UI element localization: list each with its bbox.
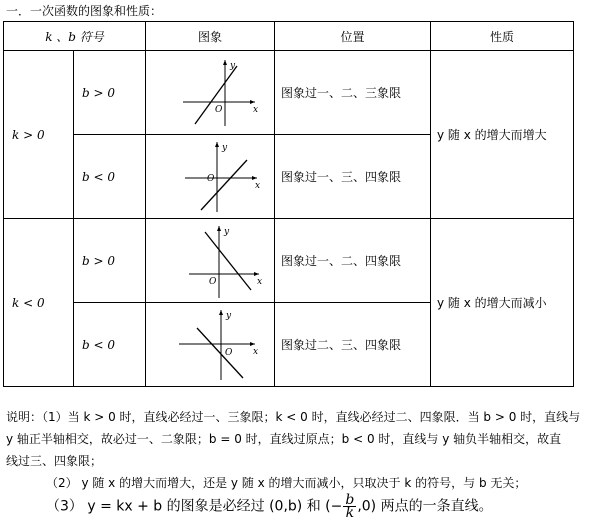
graph-cell (146, 219, 275, 303)
fraction-b-over-k (343, 494, 356, 519)
fraction-numerator: b (345, 492, 355, 508)
position-cell: 图象过二、三、四象限 (275, 303, 431, 387)
notes-section (6, 406, 586, 519)
x-axis-label: x (257, 276, 263, 287)
origin-label: O (209, 276, 217, 287)
graph-k-pos-b-neg (155, 138, 265, 216)
header-position: 位置 (275, 22, 431, 51)
position-cell: 图象过一、二、三象限 (275, 51, 431, 135)
y-axis-label: y (230, 60, 236, 71)
origin-label: O (225, 347, 233, 358)
header-graph: 图象 (146, 22, 275, 51)
header-property: 性质 (431, 22, 574, 51)
graph-cell (146, 135, 275, 219)
note-line-5-end: ,0) 两点的一条直线。 (357, 498, 493, 515)
x-axis-label: x (253, 346, 259, 357)
graph-k-neg-b-neg (155, 306, 265, 384)
note-line-5-start: （3） y = kx + b 的图象是必经过 (0,b) 和 (− (46, 498, 343, 515)
function-properties-table (3, 21, 574, 387)
graph-k-pos-b-pos (155, 54, 265, 132)
note-line-2: y 轴正半轴相交，故必过一、二象限；b = 0 时，直线过原点；b < 0 时，直线与 y 轴负半轴相交，故直 (6, 432, 562, 446)
note-line-5 (6, 494, 586, 519)
header-signs: k 、b 符号 (4, 22, 146, 51)
origin-label: O (215, 104, 223, 115)
graph-cell (146, 51, 275, 135)
graph-k-neg-b-pos (155, 222, 265, 300)
position-cell: 图象过一、二、四象限 (275, 219, 431, 303)
note-line-1: 说明：（1）当 k > 0 时，直线必经过一、三象限；k < 0 时，直线必经过二、四象限．当 b > 0 时，直线与 (6, 410, 581, 424)
y-axis-label: y (224, 226, 230, 237)
origin-label: O (207, 173, 215, 184)
y-axis-label: y (226, 310, 232, 321)
section-title: 一．一次函数的图象和性质： (6, 4, 163, 18)
graph-cell (146, 303, 275, 387)
note-line-3: 线过三、四象限； (6, 454, 103, 468)
table-row (4, 219, 574, 303)
note-line-4: （2） y 随 x 的增大而增大，还是 y 随 x 的增大而减小，只取决于 k 的符号，与 b 无关； (46, 476, 527, 490)
table-header-row (4, 22, 574, 51)
table-row (4, 51, 574, 135)
b-sign-cell: b < 0 (74, 135, 146, 219)
y-axis-label: y (222, 142, 228, 153)
property-increasing-cell: y 随 x 的增大而增大 (431, 51, 574, 219)
b-sign-cell: b > 0 (74, 219, 146, 303)
x-axis-label: x (253, 104, 259, 115)
x-axis-label: x (255, 180, 261, 191)
property-decreasing-cell: y 随 x 的增大而减小 (431, 219, 574, 387)
k-positive-cell: k > 0 (4, 51, 74, 219)
b-sign-cell: b > 0 (74, 51, 146, 135)
b-sign-cell: b < 0 (74, 303, 146, 387)
k-negative-cell: k < 0 (4, 219, 74, 387)
position-cell: 图象过一、三、四象限 (275, 135, 431, 219)
fraction-denominator: k (345, 505, 355, 521)
